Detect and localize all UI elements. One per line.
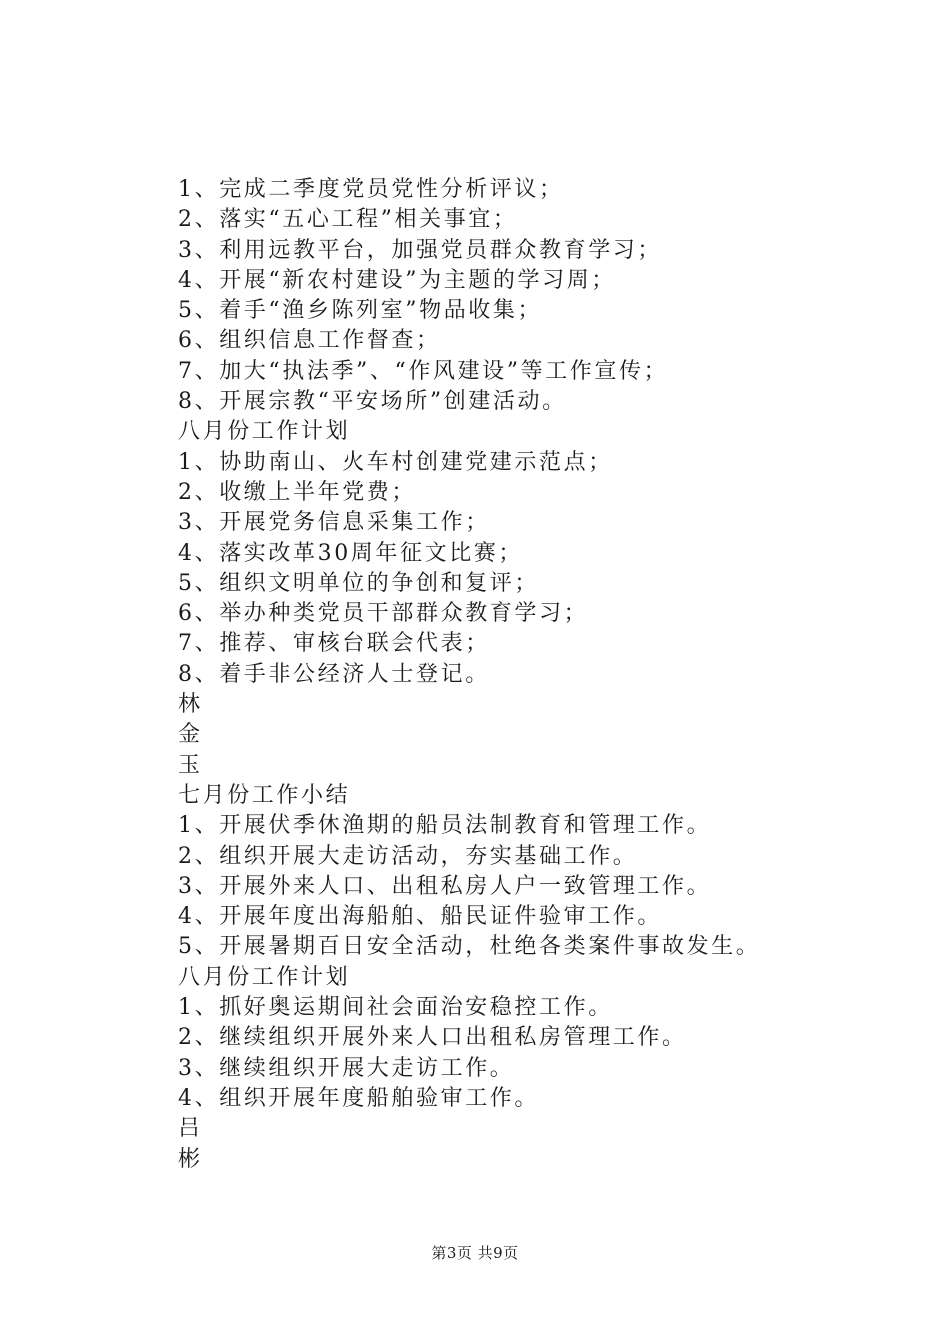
text-line: 1、抓好奥运期间社会面治安稳控工作。 bbox=[178, 995, 613, 1021]
text-line: 5、开展暑期百日安全活动，杜绝各类案件事故发生。 bbox=[178, 934, 761, 960]
text-line: 3、利用远教平台，加强党员群众教育学习； bbox=[178, 237, 662, 263]
section-heading: 八月份工作计划 bbox=[178, 419, 351, 445]
text-line: 2、落实“五心工程”相关事宜； bbox=[178, 207, 518, 233]
text-line: 2、继续组织开展外来人口出租私房管理工作。 bbox=[178, 1025, 687, 1051]
text-line: 8、着手非公经济人士登记。 bbox=[178, 661, 490, 687]
author-name-char: 彬 bbox=[178, 1146, 203, 1172]
text-line: 1、协助南山、火车村创建党建示范点； bbox=[178, 449, 613, 475]
text-line: 7、推荐、审核台联会代表； bbox=[178, 631, 490, 657]
text-line: 5、组织文明单位的争创和复评； bbox=[178, 570, 539, 596]
text-line: 6、组织信息工作督查； bbox=[178, 328, 441, 354]
text-line: 2、收缴上半年党费； bbox=[178, 479, 416, 505]
section-heading: 七月份工作小结 bbox=[178, 782, 351, 808]
text-line: 4、开展年度出海船舶、船民证件验审工作。 bbox=[178, 904, 662, 930]
author-name-char: 玉 bbox=[178, 752, 203, 778]
text-line: 3、开展党务信息采集工作； bbox=[178, 510, 490, 536]
document-body bbox=[178, 175, 918, 1175]
text-line: 2、组织开展大走访活动，夯实基础工作。 bbox=[178, 843, 638, 869]
page-number-footer: 第3页 共9页 bbox=[431, 1244, 519, 1262]
text-line: 3、继续组织开展大走访工作。 bbox=[178, 1055, 515, 1081]
text-line: 8、开展宗教“平安场所”创建活动。 bbox=[178, 389, 567, 415]
text-line: 4、组织开展年度船舶验审工作。 bbox=[178, 1085, 539, 1111]
author-name-char: 林 bbox=[178, 692, 203, 718]
text-line: 6、举办种类党员干部群众教育学习； bbox=[178, 601, 589, 627]
text-line: 3、开展外来人口、出租私房人户一致管理工作。 bbox=[178, 873, 712, 899]
text-line: 7、加大“执法季”、“作风建设”等工作宣传； bbox=[178, 358, 669, 384]
text-line: 4、开展“新农村建设”为主题的学习周； bbox=[178, 267, 616, 293]
text-line: 4、落实改革30周年征文比赛； bbox=[178, 540, 523, 566]
text-line: 5、着手“渔乡陈列室”物品收集； bbox=[178, 298, 543, 324]
text-line: 1、完成二季度党员党性分析评议； bbox=[178, 177, 564, 202]
text-line: 1、开展伏季休渔期的船员法制教育和管理工作。 bbox=[178, 813, 712, 839]
section-heading: 八月份工作计划 bbox=[178, 964, 351, 990]
author-name-char: 金 bbox=[178, 722, 203, 748]
author-name-char: 吕 bbox=[178, 1116, 203, 1142]
